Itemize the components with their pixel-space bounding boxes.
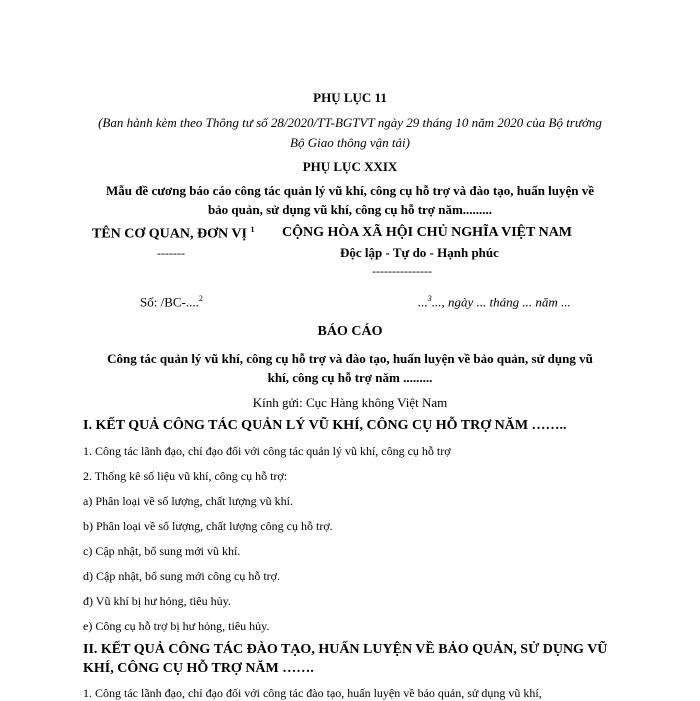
issued-note-line-2: Bộ Giao thông vận tải) [290, 135, 410, 150]
motto-divider: --------------- [372, 264, 432, 278]
recipient: Kính gửi: Cục Hàng không Việt Nam [252, 395, 448, 410]
document-number-text: Số: /BC-.... [140, 294, 199, 310]
section-1-item: b) Phân loại về số lượng, chất lượng công cụ hỗ trợ. [83, 519, 333, 533]
document-date [418, 294, 571, 310]
org-footnote-1: 1 [250, 225, 255, 234]
date-text: ..., ngày ... tháng ... năm ... [431, 294, 571, 310]
date-prefix: ... [418, 294, 428, 310]
appendix-11-heading: PHỤ LỤC 11 [313, 90, 387, 105]
section-2-item: 1. Công tác lãnh đạo, chỉ đạo đối với công tác đào tạo, huấn luyện về bảo quản, sử dụng vũ khí, [83, 686, 542, 700]
form-title-line-2: bảo quản, sử dụng vũ khí, công cụ hỗ trợ năm......... [207, 202, 493, 217]
section-1-item: 2. Thống kê số liệu vũ khí, công cụ hỗ trợ: [83, 469, 288, 483]
section-2-heading-line-2: KHÍ, CÔNG CỤ HỖ TRỢ NĂM ……. [83, 661, 314, 676]
appendix-29-heading: PHỤ LỤC XXIX [302, 159, 398, 174]
section-1-item: e) Công cụ hỗ trợ bị hư hỏng, tiêu hủy. [83, 619, 270, 633]
section-1-item: d) Cập nhật, bổ sung mới công cụ hỗ trợ. [83, 569, 280, 583]
section-2-heading-line-1: II. KẾT QUẢ CÔNG TÁC ĐÀO TẠO, HUẤN LUYỆN VỀ BẢO QUẢN, SỬ DỤNG VŨ [83, 642, 608, 657]
document-number [140, 294, 203, 310]
section-1-heading: I. KẾT QUẢ CÔNG TÁC QUẢN LÝ VŨ KHÍ, CÔNG CỤ HỖ TRỢ NĂM …….. [83, 418, 567, 433]
national-motto: Độc lập - Tự do - Hạnh phúc [340, 245, 499, 260]
report-title: BÁO CÁO [317, 324, 383, 339]
report-subtitle-line-2: khí, công cụ hỗ trợ năm ......... [267, 370, 433, 385]
report-subtitle-line-1: Công tác quản lý vũ khí, công cụ hỗ trợ và đào tạo, huấn luyện về bảo quản, sử dụng vũ [107, 351, 593, 366]
date-footnote-3: 3 [427, 294, 432, 303]
form-title-line-1: Mẫu đề cương báo cáo công tác quản lý vũ khí, công cụ hỗ trợ và đào tạo, huấn luyện về [105, 183, 595, 198]
org-name [92, 225, 254, 243]
section-1-item: đ) Vũ khí bị hư hỏng, tiêu hủy. [83, 594, 231, 608]
section-1-item: a) Phân loại về số lượng, chất lượng vũ khí. [83, 494, 293, 508]
nation-name: CỘNG HÒA XÃ HỘI CHỦ NGHĨA VIỆT NAM [282, 225, 573, 240]
org-divider: ------- [157, 246, 185, 260]
org-name-text: TÊN CƠ QUAN, ĐƠN VỊ [92, 226, 247, 242]
section-1-item: c) Cập nhật, bổ sung mới vũ khí. [83, 544, 241, 558]
issued-note-line-1: (Ban hành kèm theo Thông tư số 28/2020/TT-BGTVT ngày 29 tháng 10 năm 2020 của Bộ trưởng [98, 115, 602, 130]
section-1-item: 1. Công tác lãnh đạo, chỉ đạo đối với công tác quản lý vũ khí, công cụ hỗ trợ [83, 444, 451, 458]
number-footnote-2: 2 [198, 294, 203, 303]
